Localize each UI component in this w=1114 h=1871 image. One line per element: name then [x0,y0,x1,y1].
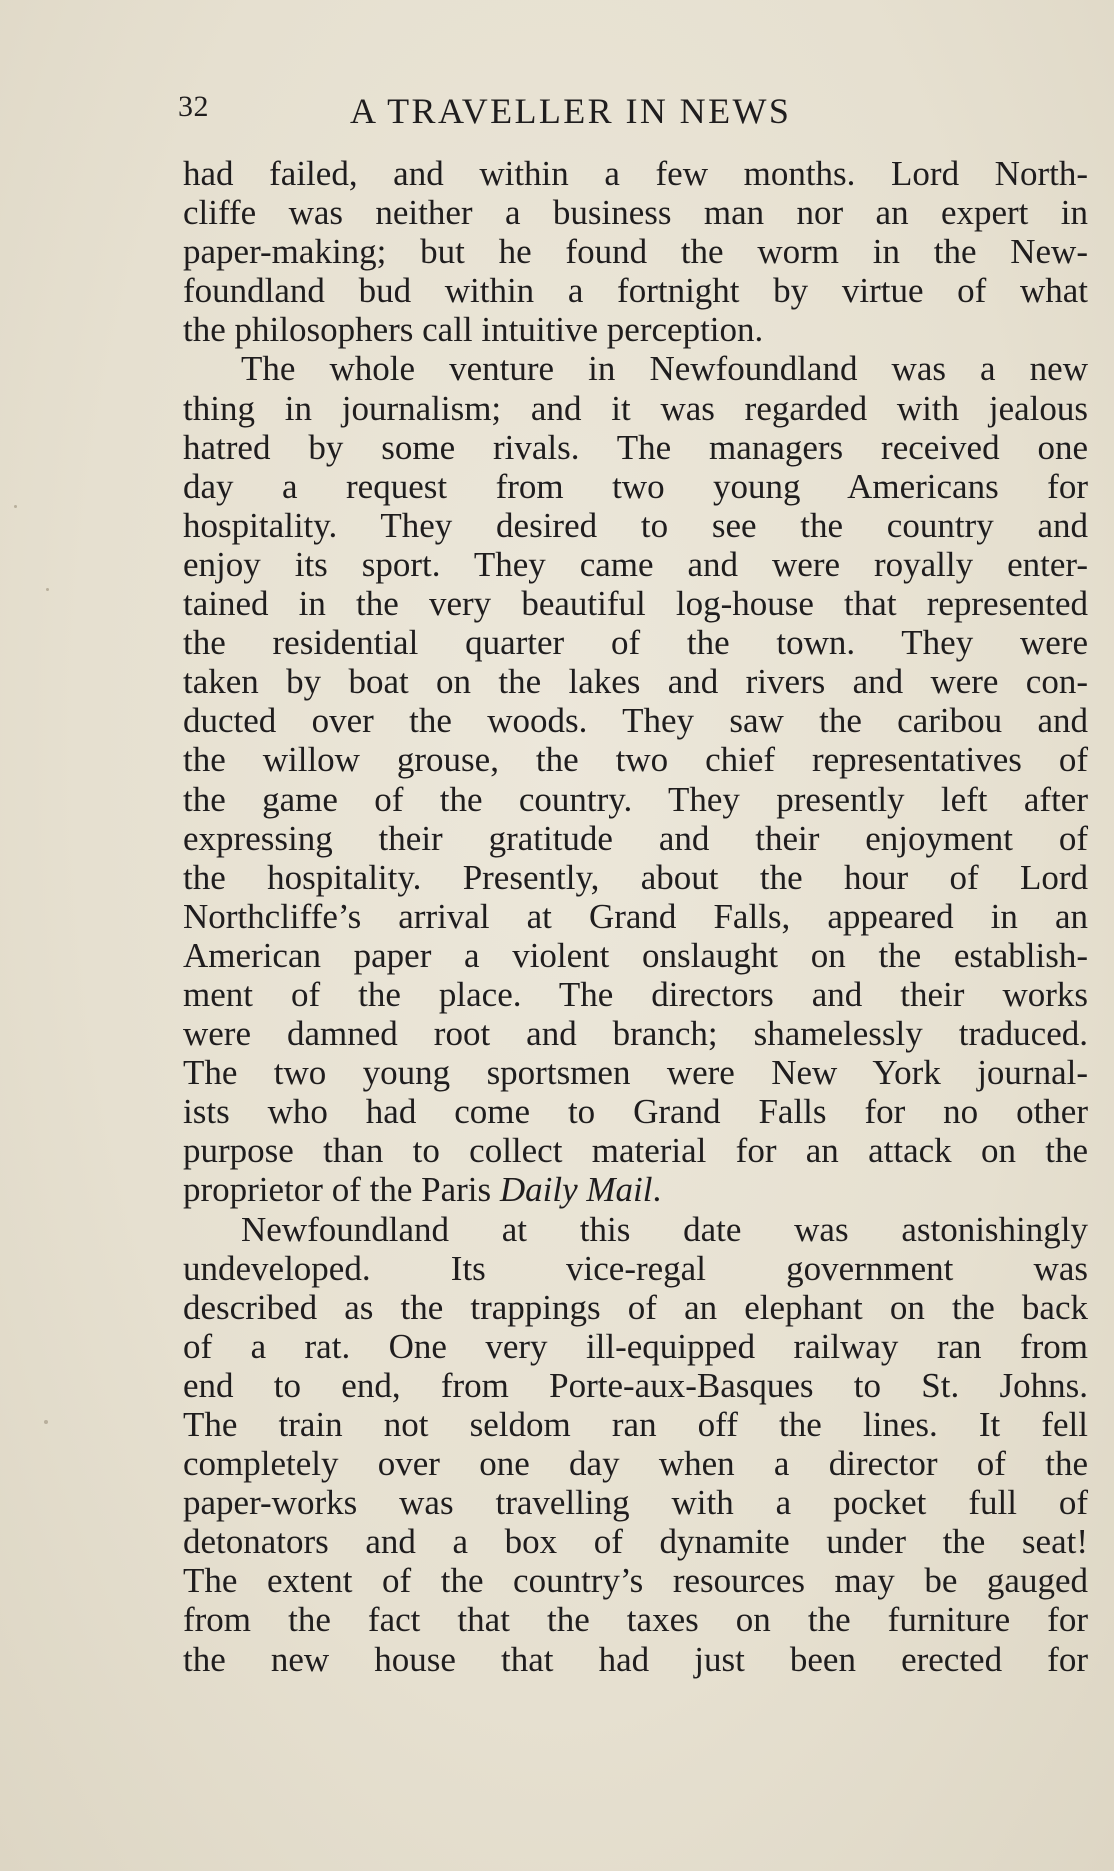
text-line: the residential quarter of the town. They were [183,623,1088,663]
text-line: detonators and a box of dynamite under the seat! [183,1522,1088,1562]
text-line: hospitality. They desired to see the country and [183,505,1088,545]
text-line: expressing their gratitude and their enjoyment of [183,818,1088,858]
text-line: from the fact that the taxes on the furniture for [183,1600,1088,1640]
text-line: foundland bud within a fortnight by virtue of what [183,271,1088,311]
text-line: The train not seldom ran off the lines. It fell [183,1405,1088,1444]
text-line: of a rat. One very ill-equipped railway ran from [183,1326,1088,1366]
text-line: ment of the place. The directors and their works [183,974,1088,1014]
paragraph-start-line: Newfoundland at this date was astonishingly [241,1209,1088,1249]
paper-speck [44,1420,48,1424]
text-line: end to end, from Porte-aux-Basques to St. Johns. [183,1365,1088,1405]
text-line: Northcliffe’s arrival at Grand Falls, appeared in an [183,896,1088,936]
text-line: paper-making; but he found the worm in the New- [183,232,1088,272]
text-line: were damned root and branch; shamelessly traduced. [183,1014,1088,1054]
text-line: tained in the very beautiful log-house that represented [183,584,1088,624]
paragraph-start-line: The whole venture in Newfoundland was a new [241,349,1088,389]
text-line: had failed, and within a few months. Lord North- [183,154,1088,193]
text-line: purpose than to collect material for an attack on the [183,1131,1088,1171]
text-line: ists who had come to Grand Falls for no other [183,1092,1088,1132]
text-line: described as the trappings of an elephant on the back [183,1287,1088,1327]
text-line: cliffe was neither a business man nor an expert in [183,193,1088,233]
text-line: the willow grouse, the two chief representatives of [183,740,1088,780]
text-line: the philosophers call intuitive perception. [183,310,764,350]
text-line: paper-works was travelling with a pocket full of [183,1483,1088,1523]
paper-speck [46,588,49,591]
line-text: proprietor of the Paris [183,1170,500,1210]
text-line-italic-title [183,1170,1088,1209]
paper-speck [14,505,17,508]
text-line: undeveloped. Its vice-regal government was [183,1248,1088,1288]
text-line: ducted over the woods. They saw the caribou and [183,701,1088,741]
page-number: 32 [178,90,209,123]
line-text-after: . [652,1170,662,1210]
text-line: completely over one day when a director of the [183,1444,1088,1484]
text-line: The two young sportsmen were New York journal- [183,1053,1088,1093]
text-line: taken by boat on the lakes and rivers and were con- [183,662,1088,702]
page-header [178,86,918,136]
text-line: The extent of the country’s resources may be gauged [183,1561,1088,1601]
running-head: A TRAVELLER IN NEWS [350,91,792,131]
text-line: the new house that had just been erected for [183,1639,1088,1679]
text-line: the game of the country. They presently left after [183,779,1088,819]
newspaper-title: Daily Mail [499,1170,653,1210]
text-line: enjoy its sport. They came and were royally enter- [183,544,1088,584]
text-line: hatred by some rivals. The managers received one [183,427,1088,467]
body-text [183,154,1088,1679]
text-line: the hospitality. Presently, about the hour of Lord [183,857,1088,897]
text-line: thing in journalism; and it was regarded with jealous [183,388,1088,428]
text-line: day a request from two young Americans for [183,466,1088,506]
text-line: American paper a violent onslaught on the establish- [183,935,1088,975]
